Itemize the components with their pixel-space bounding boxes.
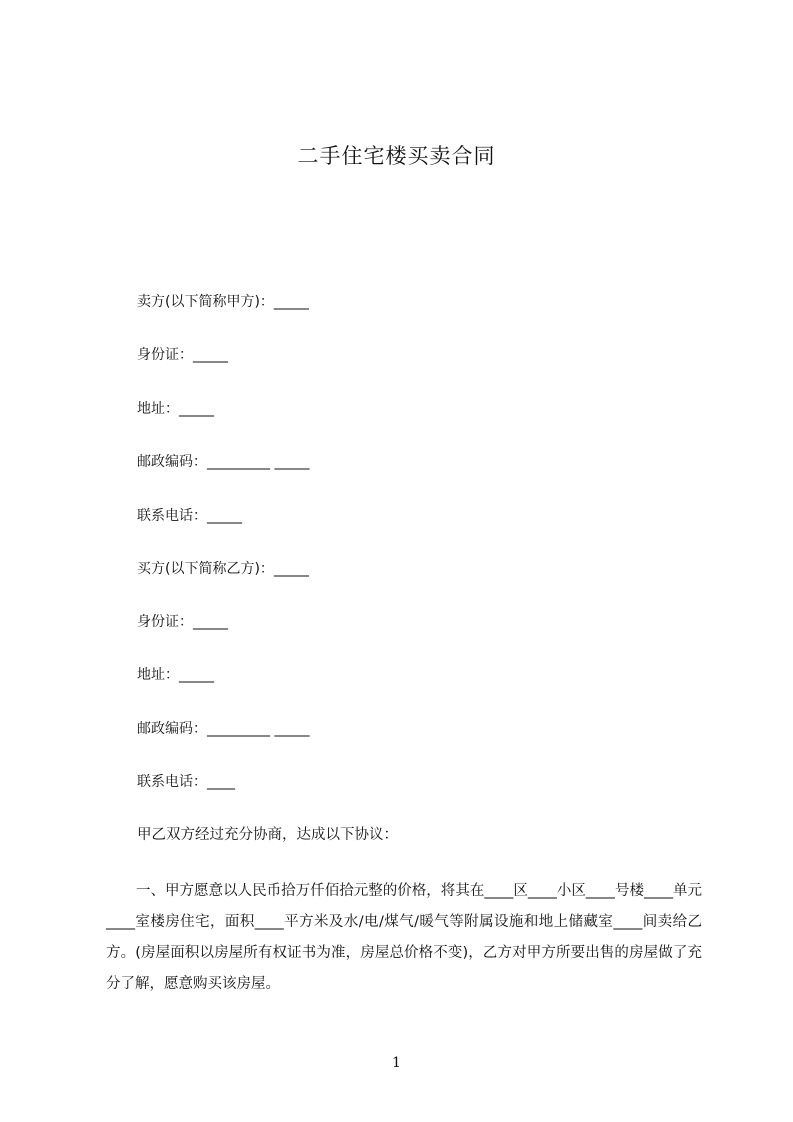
page-number: 1 [392, 1055, 401, 1071]
seller-id-field: 身份证：_____ [137, 347, 228, 363]
buyer-address-field: 地址：_____ [137, 667, 214, 683]
clause-1-paragraph: 一、甲方愿意以人民币拾万仟佰拾元整的价格，将其在____区____小区____号楼____单元____室楼房住宅，面积____平方米及水/电/煤气/暖气等附属设施和地上储藏室____间卖给乙方。(房屋面积以房屋所有权证书为准，房屋总价格不变)，乙方对甲方所要出售的房屋做了充分了解，愿意购买该房屋。 [106, 883, 702, 992]
buyer-postcode-field: 邮政编码：_________ _____ [137, 721, 310, 737]
seller-postcode-field: 邮政编码：_________ _____ [137, 454, 310, 470]
seller-field: 卖方(以下简称甲方)：_____ [137, 294, 309, 310]
buyer-field: 买方(以下简称乙方)：_____ [137, 561, 309, 577]
agreement-intro: 甲乙双方经过充分协商，达成以下协议： [137, 827, 398, 843]
document-title: 二手住宅楼买卖合同 [297, 144, 496, 168]
seller-phone-field: 联系电话：_____ [137, 508, 242, 524]
buyer-phone-field: 联系电话：____ [137, 774, 235, 790]
seller-address-field: 地址：_____ [137, 401, 214, 417]
buyer-id-field: 身份证：_____ [137, 614, 228, 630]
